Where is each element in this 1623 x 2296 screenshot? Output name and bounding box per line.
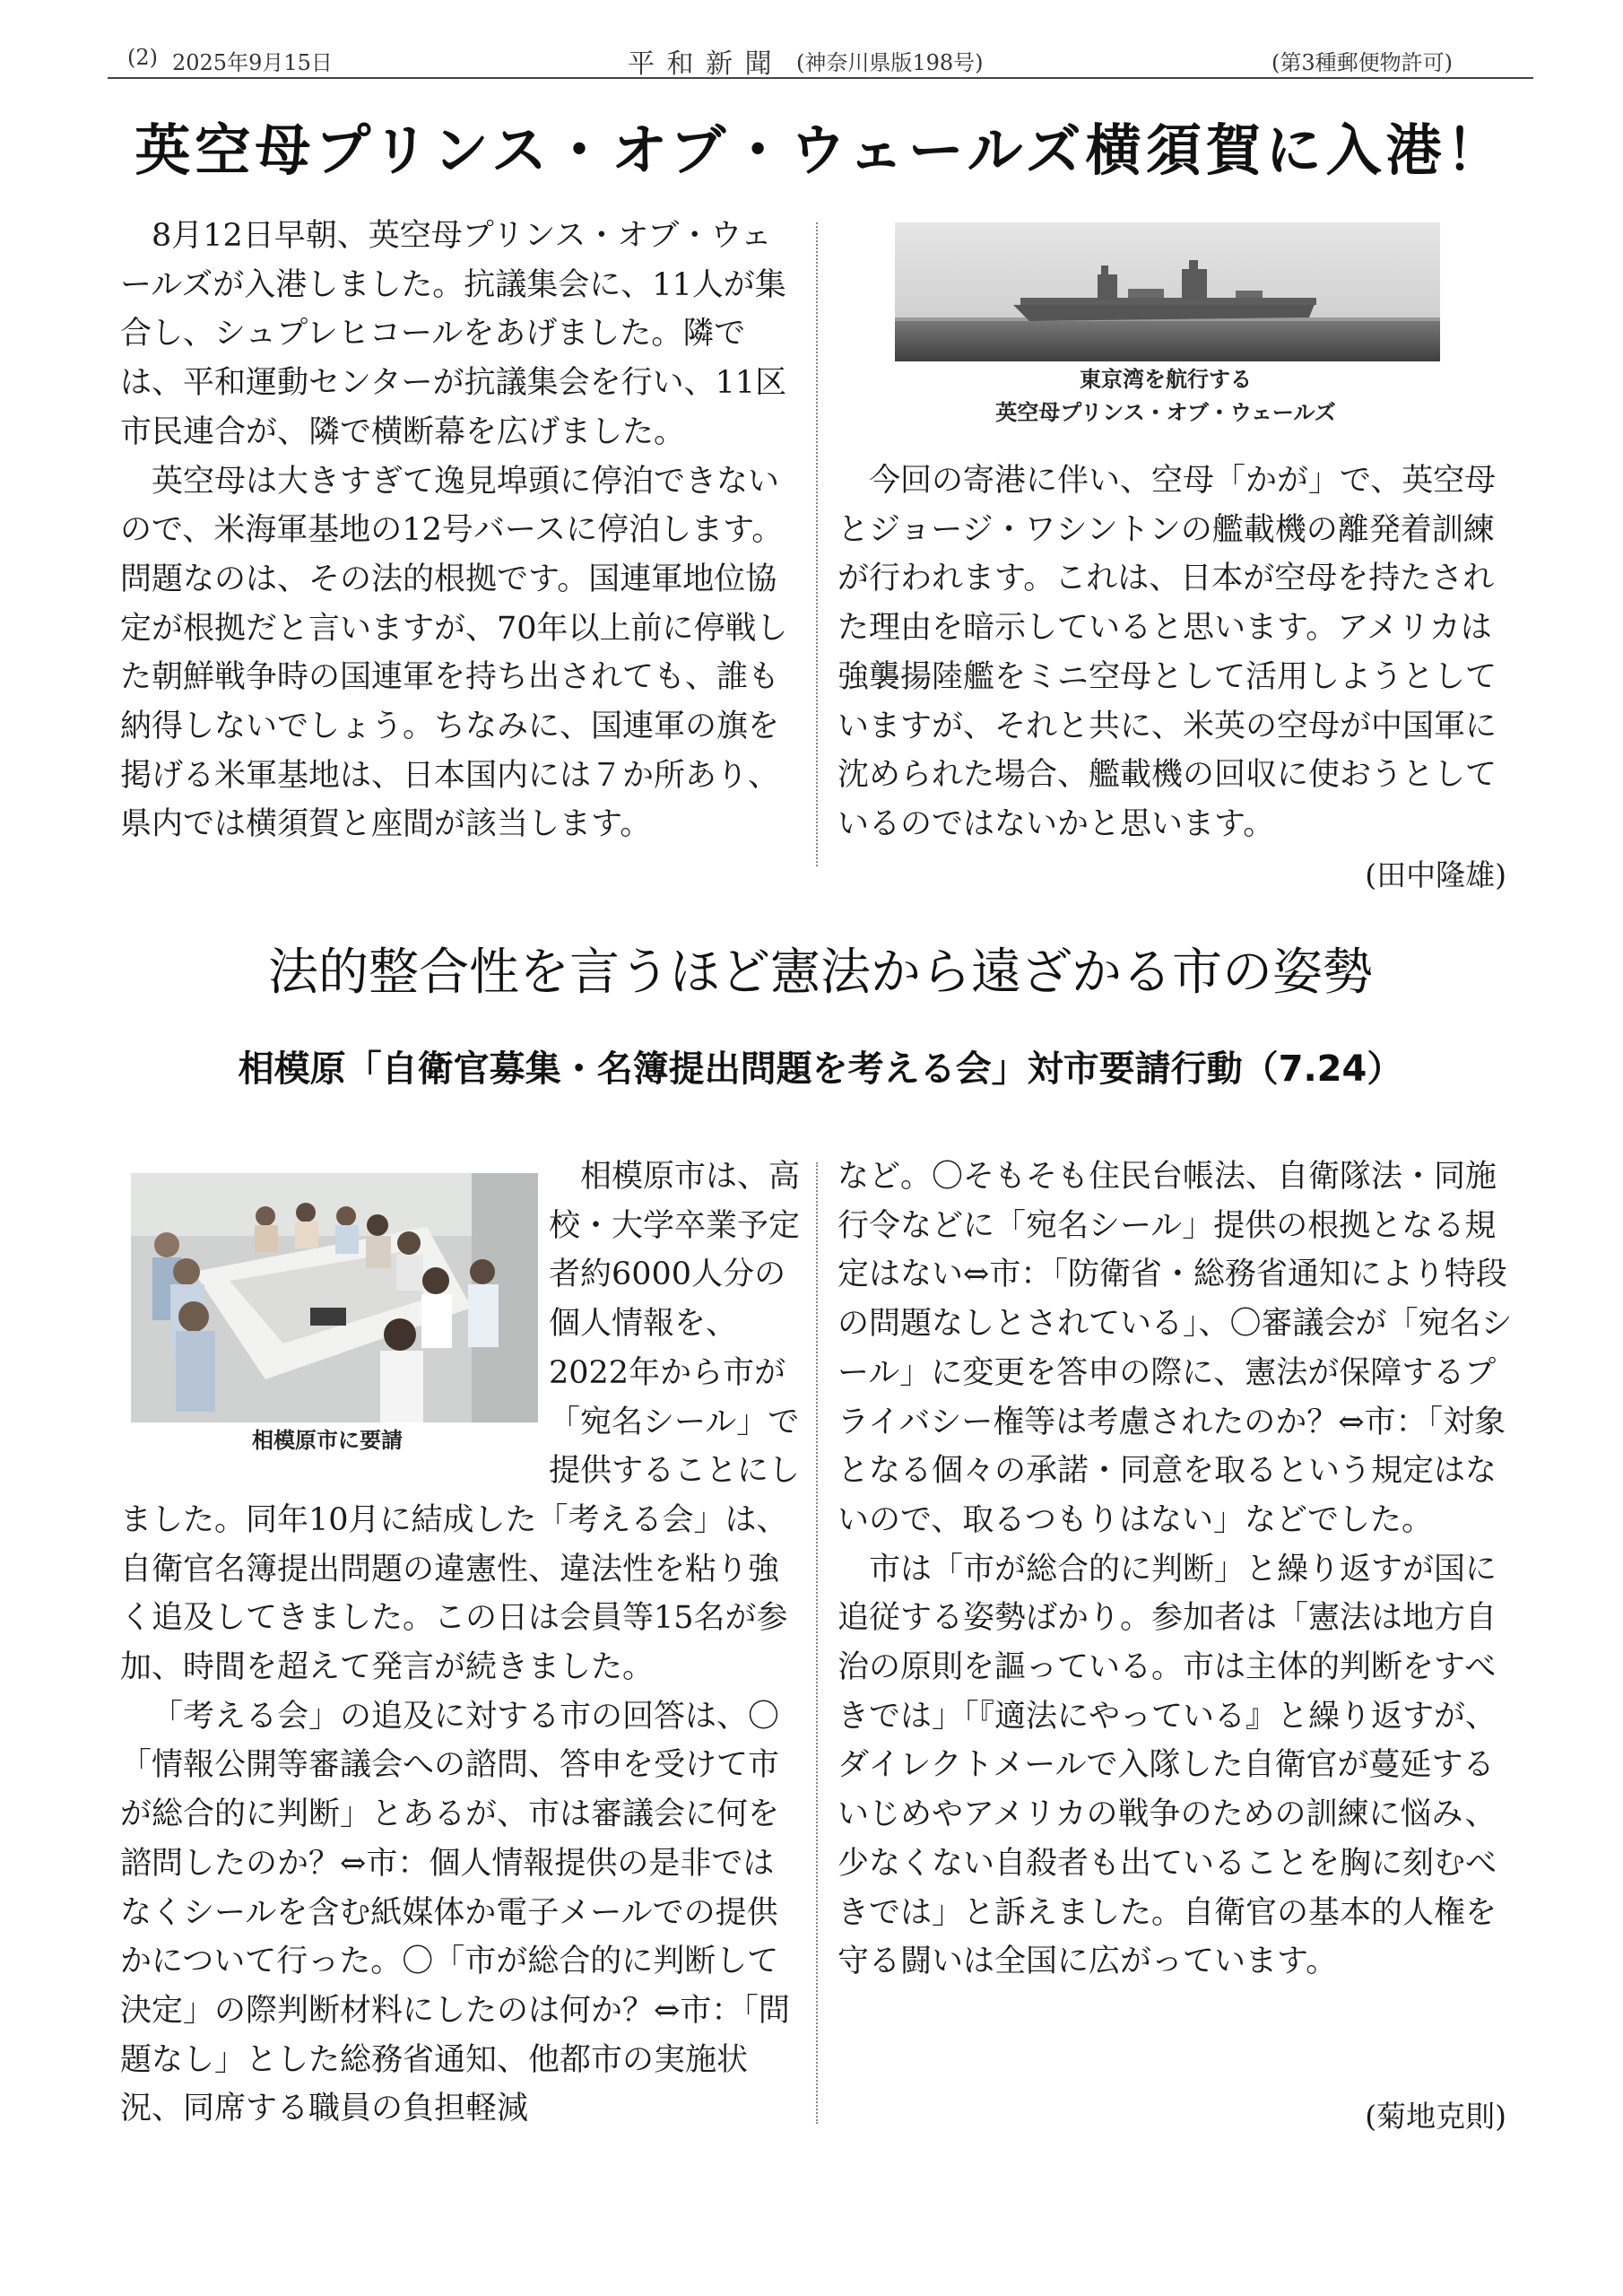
article1-left-column (120, 212, 802, 849)
article1-photo-caption (897, 363, 1435, 430)
caption-line: 東京湾を航行する (1080, 367, 1252, 392)
aircraft-carrier-image (895, 222, 1440, 361)
article2-paragraph: 相模原市は、高校・大学卒業予定者約6000人分の個人情報を、2022年から市が「宛名シール」で提供することにしました。同年10月に結成した「考える会」は、自衛官名簿提出問題の違憲性、違法性を粘り強く追及してきました。この日は会員等15名が参加、時間を超えて発言が続きました。 (120, 1159, 801, 1686)
article1-paragraph: 今回の寄港に伴い、空母「かが」で、英空母とジョージ・ワシントンの艦載機の離発着訓練が行われます。これは、日本が空母を持たされた理由を暗示していると思います。アメリカは強襲揚陸艦をミニ空母として活用しようとしていますが、それと共に、米英の空母が中国軍に沈められた場合、艦載機の回収に使おうとしているのではないかと思います。 (838, 463, 1497, 842)
column-divider (816, 222, 818, 866)
article2-subheadline: 相模原「自衛官募集・名簿提出問題を考える会」対市要請行動（7.24） (238, 1048, 1403, 1090)
issue-number: (2) (127, 45, 158, 70)
aircraft-carrier-photo (895, 222, 1440, 361)
article2-photo-caption: 相模原市に要請 (252, 1428, 403, 1453)
article2-author: (菊地克則) (1365, 2099, 1506, 2134)
issue-date: 2025年9月15日 (172, 50, 333, 75)
article2-paragraph: 市は「市が総合的に判断」と繰り返すが国に追従する姿勢ばかり。参加者は「憲法は地方自治の原則を謳っている。市は主体的判断をすべきでは」「『適法にやっている』と繰り返すが、ダイレクトメールで入隊した自衛官が蔓延するいじめやアメリカの戦争のための訓練に悩み、少なくない自殺者も出ていることを胸に刻むべきでは」と訴えました。自衛官の基本的人権を守る闘いは全国に広がっています。 (838, 1551, 1497, 1980)
article1-paragraph: 英空母は大きすぎて逸見埠頭に停泊できないので、米海軍基地の12号バースに停泊します。問題なのは、その法的根拠です。国連軍地位協定が根拠だと言いますが、70年以上前に停戦した朝鮮戦争時の国連軍を持ち出されても、誰も納得しないでしょう。ちなみに、国連軍の旗を掲げる米軍基地は、日本国内には７か所あり、県内では横須賀と座間が該当します。 (120, 463, 788, 843)
newspaper-name: 平 和 新 聞 (628, 48, 774, 80)
article2-paragraph: 「考える会」の追及に対する市の回答は、〇「情報公開等審議会への諮問、答申を受けて市が総合的に判断」とあるが、市は審議会に何を諮問したのか？⇔市：個人情報提供の是非ではなくシールを含む紙媒体か電子メールでの提供かについて行った。〇「市が総合的に判断して決定」の際判断材料にしたのは何か？⇔市：「問題なし」とした総務省通知、他都市の実施状況、同席する職員の負担軽減 (120, 1698, 790, 2127)
meeting-photo (131, 1173, 538, 1422)
article2-right-column (838, 1152, 1521, 1987)
article2-paragraph: など。〇そもそも住民台帳法、自衛隊法・同施行令などに「宛名シール」提供の根拠となる規定はない⇔市：「防衛省・総務省通知により特段の問題なしとされている」、〇審議会が「宛名シール」に変更を答申の際に、憲法が保障するプライバシー権等は考慮されたのか？⇔市：「対象となる個々の承諾・同意を取るという規定はないので、取るつもりはない」などでした。 (838, 1159, 1513, 1538)
article1-author: (田中隆雄) (1365, 857, 1506, 892)
article1-paragraph: 8月12日早朝、英空母プリンス・オブ・ウェールズが入港しました。抗議集会に、11人が集合し、シュプレヒコールをあげました。隣では、平和運動センターが抗議集会を行い、11区市民連合が、隣で横断幕を広げました。 (120, 218, 787, 450)
header-rule (108, 77, 1533, 79)
meeting-image (131, 1173, 538, 1422)
edition-label: (神奈川県版198号) (796, 50, 984, 75)
article1-right-column (838, 457, 1521, 849)
caption-line: 英空母プリンス・オブ・ウェールズ (995, 400, 1336, 425)
postal-permit: (第3種郵便物許可) (1271, 50, 1453, 75)
article1-headline: 英空母プリンス・オブ・ウェールズ横須賀に入港！ (135, 117, 1506, 183)
article2-headline: 法的整合性を言うほど憲法から遠ざかる市の姿勢 (268, 944, 1373, 1002)
column-divider (816, 1162, 818, 2124)
